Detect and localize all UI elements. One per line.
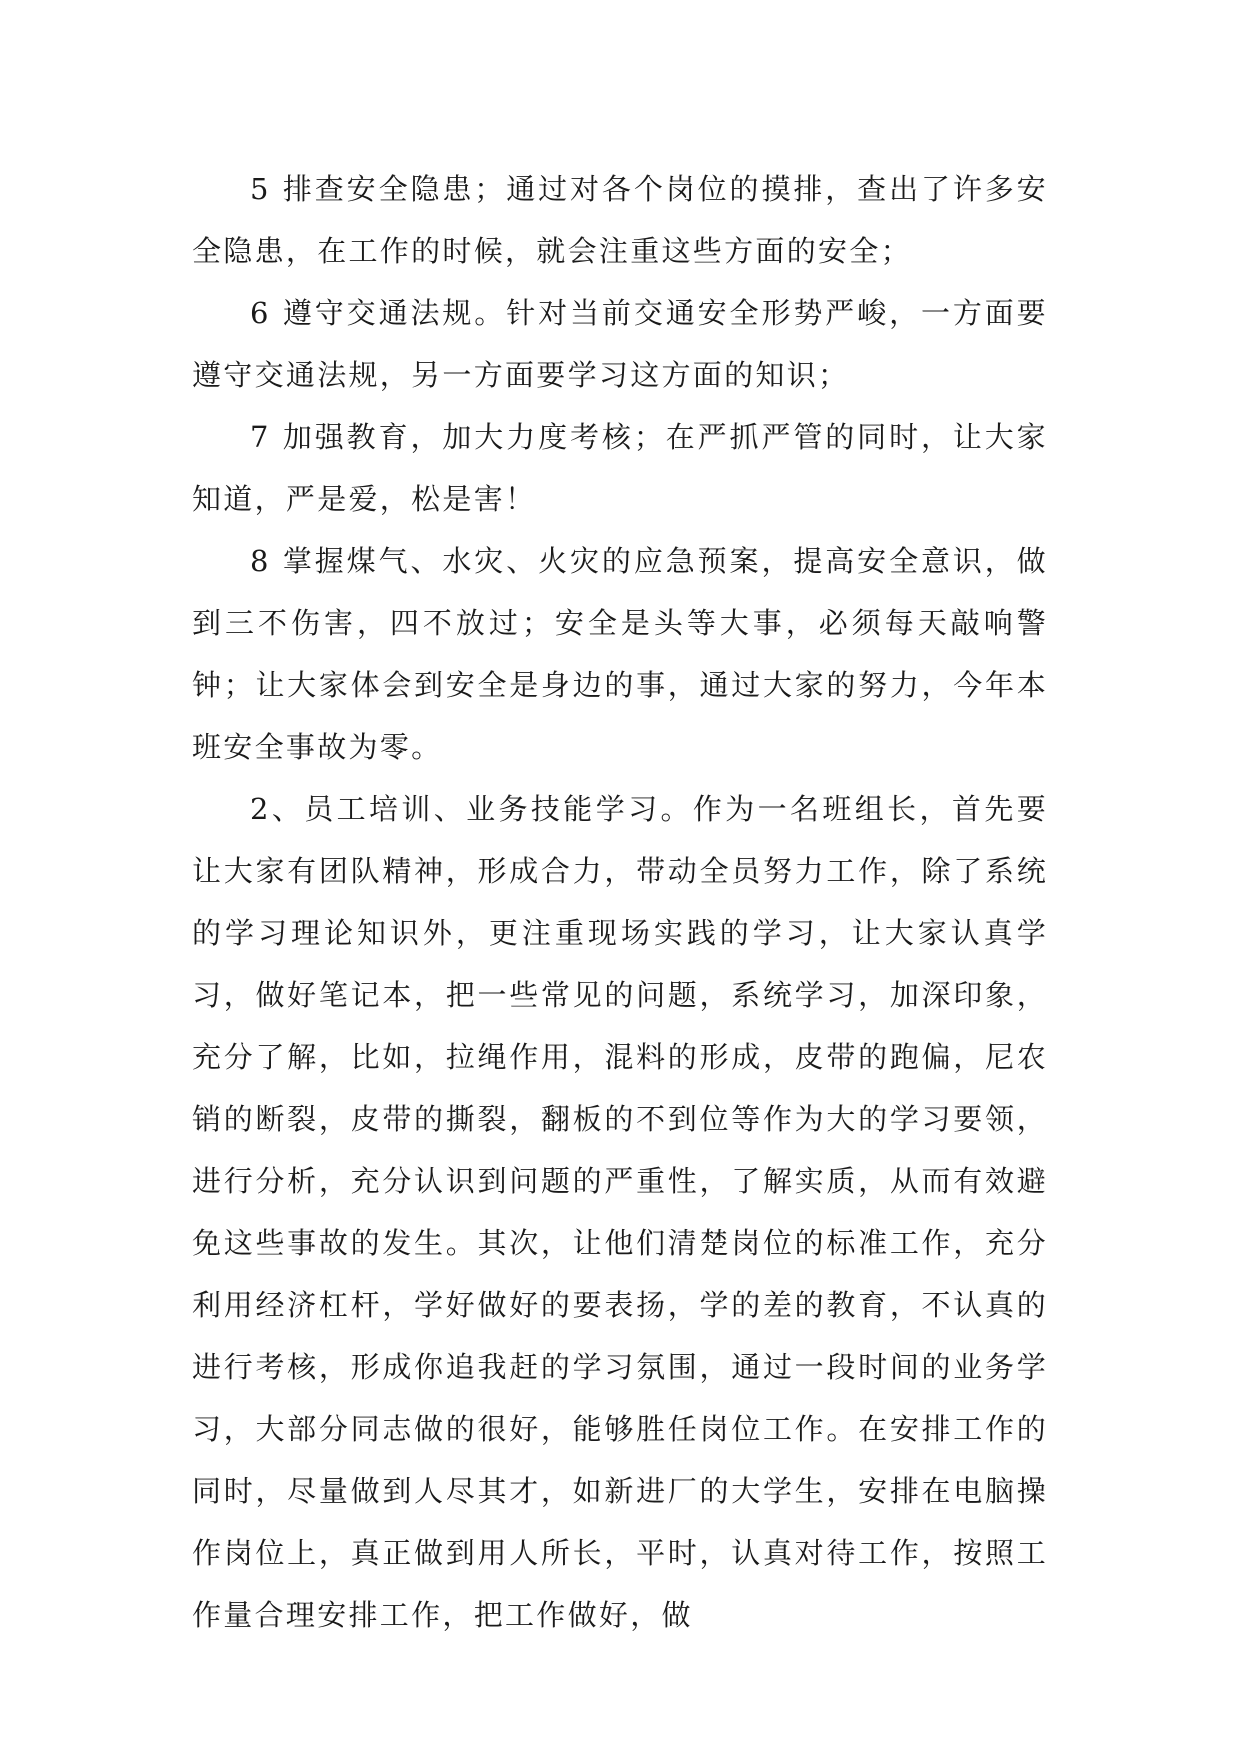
paragraph-item-7-education-assessment: 7 加强教育，加大力度考核；在严抓严管的同时，让大家知道，严是爱，松是害！ [192,420,1048,516]
paragraph-item-6-traffic-rules: 6 遵守交通法规。针对当前交通安全形势严峻，一方面要遵守交通法规，另一方面要学习这方面的知识； [192,296,1048,392]
paragraph-item-5-safety-hazards: 5 排查安全隐患；通过对各个岗位的摸排，查出了许多安全隐患，在工作的时候，就会注重这些方面的安全； [192,172,1048,268]
paragraph-section-2-staff-training: 2、员工培训、业务技能学习。作为一名班组长，首先要让大家有团队精神，形成合力，带动全员努力工作，除了系统的学习理论知识外，更注重现场实践的学习，让大家认真学习，做好笔记本，把一些常见的问题，系统学习，加深印象，充分了解，比如，拉绳作用，混料的形成，皮带的跑偏，尼农销的断裂，皮带的撕裂，翻板的不到位等作为大的学习要领，进行分析，充分认识到问题的严重性，了解实质，从而有效避免这些事故的发生。其次，让他们清楚岗位的标准工作，充分利用经济杠杆，学好做好的要表扬，学的差的教育，不认真的进行考核，形成你追我赶的学习氛围，通过一段时间的业务学习，大部分同志做的很好，能够胜任岗位工作。在安排工作的同时，尽量做到人尽其才，如新进厂的大学生，安排在电脑操作岗位上，真正做到用人所长，平时，认真对待工作，按照工作量合理安排工作，把工作做好，做 [192,792,1048,1632]
document-body [192,158,1048,1646]
paragraph-item-8-emergency-plans: 8 掌握煤气、水灾、火灾的应急预案，提高安全意识，做到三不伤害，四不放过；安全是头等大事，必须每天敲响警钟；让大家体会到安全是身边的事，通过大家的努力，今年本班安全事故为零。 [192,544,1048,764]
